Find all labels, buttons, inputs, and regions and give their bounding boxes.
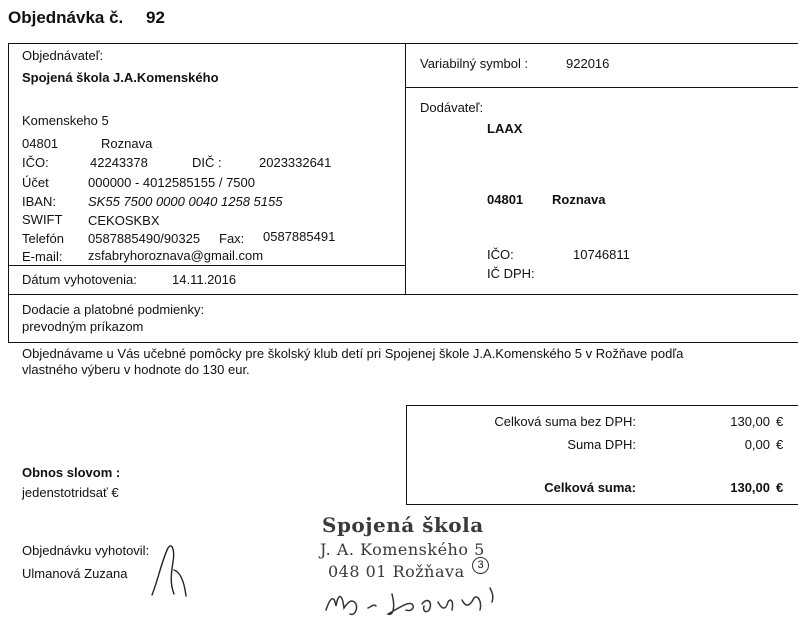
terms-label: Dodacie a platobné podmienky: (22, 302, 205, 317)
vat-value: 0,00 (744, 437, 770, 452)
totals-bottom-border (406, 504, 798, 505)
customer-name: Spojená škola J.A.Komenského (22, 70, 219, 85)
customer-ico: 42243378 (90, 155, 148, 170)
top-border (8, 43, 798, 44)
left-border (8, 43, 9, 343)
issuer-label: Objednávku vyhotovil: (22, 543, 150, 558)
supplier-label: Dodávateľ: (420, 100, 484, 115)
issuer-name: Ulmanová Zuzana (22, 566, 128, 581)
stamp-number: 3 (472, 557, 489, 574)
customer-fax: 0587885491 (263, 229, 336, 244)
vs-bottom-border (405, 87, 798, 88)
order-text-line1: Objednávame u Vás učebné pomôcky pre školský klub detí pri Spojenej škole J.A.Komenského 5 v Rožňave podľa (22, 346, 684, 361)
supplier-city: Roznava (552, 192, 606, 207)
customer-label: Objednávateľ: (22, 48, 104, 63)
customer-email: zsfabryhoroznava@gmail.com (88, 248, 264, 263)
customer-zip: 04801 (22, 136, 59, 151)
date-top-border (8, 265, 406, 266)
subtotal-currency: € (776, 414, 784, 429)
issuer-signature (148, 540, 193, 600)
customer-city: Roznava (101, 136, 153, 151)
customer-swift: CEKOSKBX (88, 213, 160, 228)
order-text-line2: vlastného výberu v hodnote do 130 eur. (22, 362, 250, 377)
totals-left-border (406, 405, 407, 505)
customer-fax-label: Fax: (219, 231, 245, 246)
vat-label: Suma DPH: (567, 437, 636, 452)
words-label: Obnos slovom : (22, 465, 121, 480)
stamp-line2: J. A. Komenského 5 (320, 540, 485, 559)
customer-phone: 0587885490/90325 (88, 231, 201, 246)
supplier-name: LAAX (487, 121, 523, 136)
stamp-number-badge (472, 556, 489, 574)
customer-account: 000000 - 4012585155 / 7500 (88, 175, 255, 190)
supplier-zip: 04801 (487, 192, 524, 207)
vat-currency: € (776, 437, 784, 452)
subtotal-value: 130,00 (730, 414, 770, 429)
words-value: jedenstotridsať € (22, 485, 119, 500)
supplier-ico: 10746811 (573, 247, 630, 262)
stamp-line3: 048 01 Rožňava (328, 562, 465, 581)
order-title-label: Objednávka č. (8, 8, 124, 27)
customer-phone-label: Telefón (22, 231, 64, 246)
customer-email-label: E-mail: (22, 249, 63, 264)
subtotal-label: Celková suma bez DPH: (494, 414, 636, 429)
date-value: 14.11.2016 (172, 272, 237, 287)
variable-symbol-label: Variabilný symbol : (420, 56, 529, 71)
terms-value: prevodným príkazom (22, 319, 144, 334)
date-bottom-border (8, 294, 406, 295)
customer-account-label: Účet (22, 175, 49, 190)
order-number: 92 (146, 8, 165, 27)
customer-supplier-divider (405, 43, 406, 295)
total-value: 130,00 (730, 480, 770, 495)
supplier-bottom-border (405, 294, 798, 295)
supplier-ico-label: IČO: (487, 247, 514, 262)
stamp-line1: Spojená škola (322, 513, 484, 537)
customer-dic: 2023332641 (259, 155, 332, 170)
customer-street: Komenskeho 5 (22, 113, 109, 128)
terms-bottom-border (8, 342, 798, 343)
customer-dic-label: DIČ : (192, 155, 222, 170)
totals-top-border (406, 405, 798, 406)
customer-ico-label: IČO: (22, 155, 49, 170)
customer-iban-label: IBAN: (22, 194, 56, 209)
total-label: Celková suma: (544, 480, 636, 495)
date-label: Dátum vyhotovenia: (22, 272, 137, 287)
customer-iban: SK55 7500 0000 0040 1258 5155 (88, 194, 283, 209)
variable-symbol-value: 922016 (566, 56, 610, 71)
order-title (8, 8, 165, 28)
stamp-signature (322, 580, 512, 620)
supplier-icdph-label: IČ DPH: (487, 266, 535, 281)
customer-swift-label: SWIFT (22, 212, 63, 227)
total-currency: € (776, 480, 784, 495)
